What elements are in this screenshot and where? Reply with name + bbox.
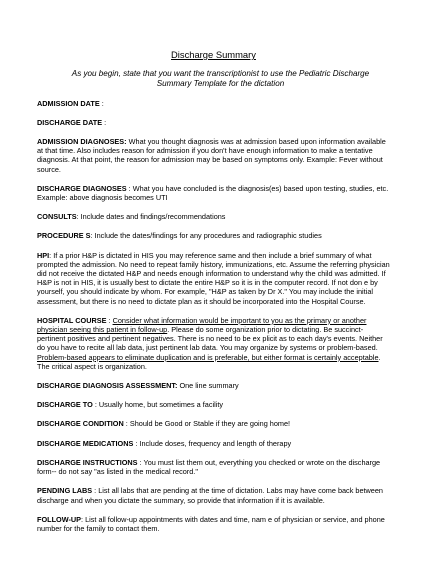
section-text: : Include dates and findings/recommendations [76,212,226,222]
section-heading: DISCHARGE INSTRUCTIONS [37,457,138,467]
section-text: One line summary [177,381,239,391]
section-heading: HPI [37,250,50,260]
section-pending-labs [37,486,390,504]
section-heading: PROCEDURE S [37,231,91,241]
section-heading: DISCHARGE MEDICATIONS [37,438,134,448]
section-colon: : [106,315,113,325]
section-text: . Please do some organization prior to dictating. Be succinct-pertinent positives and pertinent negatives. There is no need to be ex plicit as to each day's events. Neither do you have to recite all lab data, just pertinent lab data. You may organize by systems or problem-based. [37,325,383,353]
section-heading: ADMISSION DATE [37,98,100,108]
section-heading: DISCHARGE DIAGNOSIS ASSESSMENT: [37,381,178,391]
section-discharge-to [37,400,390,409]
section-discharge-instructions [37,458,390,476]
section-text: : Include doses, frequency and length of therapy [133,438,292,448]
section-text: : Include the dates/findings for any procedures and radiographic studies [90,231,322,241]
section-heading: CONSULTS [37,212,77,222]
underlined-text: Problem-based appears to eliminate duplication and is preferable, but either format is certainly acceptable [37,352,379,362]
section-heading: DISCHARGE DIAGNOSES [37,183,127,193]
section-heading: DISCHARGE DATE [37,117,103,127]
section-discharge-diagnosis-assessment [37,381,390,390]
section-heading: HOSPITAL COURSE [37,315,107,325]
section-text: What you thought diagnosis was at admission based upon information available at that time. Also includes reason for admission if you don't have enough information to make a tentative diagnosis. At that point, the reason for admission may be based on symptoms only. Example: Fever without source. [37,137,386,174]
section-heading: ADMISSION DIAGNOSES: [37,137,127,147]
section-admission-date [37,99,390,108]
underlined-text: Consider what information would be important to you as the primary or another physician seeing this patient in follow-up [37,315,367,335]
section-admission-diagnoses [37,137,390,174]
section-text: : List all follow-up appointments with dates and time, nam e of physician or service, and phone number for the family to contact them. [37,514,385,533]
section-heading: DISCHARGE TO [37,400,93,410]
section-heading: DISCHARGE CONDITION [37,419,124,429]
section-text: : What you have concluded is the diagnosis(es) based upon testing, studies, etc. Example: above diagnosis becomes UTI [37,183,389,203]
section-follow-up [37,515,390,533]
section-heading: PENDING LABS [37,486,93,496]
section-text: : [99,98,104,108]
section-text: : Usually home, but sometimes a facility [92,400,224,410]
section-text: : Should be Good or Stable if they are going home! [123,419,291,429]
section-consults [37,212,390,221]
section-heading: FOLLOW-UP [37,514,82,524]
document-title: Discharge Summary [171,49,256,60]
section-text: : [102,117,107,127]
section-discharge-diagnoses [37,184,390,202]
section-hpi [37,251,390,306]
section-procedures [37,231,390,240]
section-discharge-date [37,118,390,127]
section-discharge-condition [37,419,390,428]
section-text: : You must list them out, everything you checked or wrote on the discharge form-- do not say "as listed in the medical record." [37,457,381,477]
section-discharge-medications [37,439,390,448]
section-text: : List all labs that are pending at the time of dictation. Labs may have come back between discharge and when you dictate the summary, so provide that information if it is available. [37,486,383,505]
section-text: : If a prior H&P is dictated in HIS you may reference same and then include a brief summary of what prompted the admission. No need to repeat family history, immunizations, etc. Assume the referring physician did not receive the dictated H&P and needs enough information to understand why the child was admitted. If H&P is not in HIS, it is usually best to dictate the entire H&P so it is in the computer record. If not don e by yourself, you should indicate by whom. For example, "H&P as taken by Dr X." You may include the initial assessment, but there is no need to dictate plan as it should be incorporated into the Hospital Course. [37,250,390,306]
section-text: . The critical aspect is organization. [37,352,381,371]
section-hospital-course [37,316,390,371]
document-subtitle: As you begin, state that you want the transcriptionist to use the Pediatric Discharge Summary Template for the dictation [71,69,370,89]
